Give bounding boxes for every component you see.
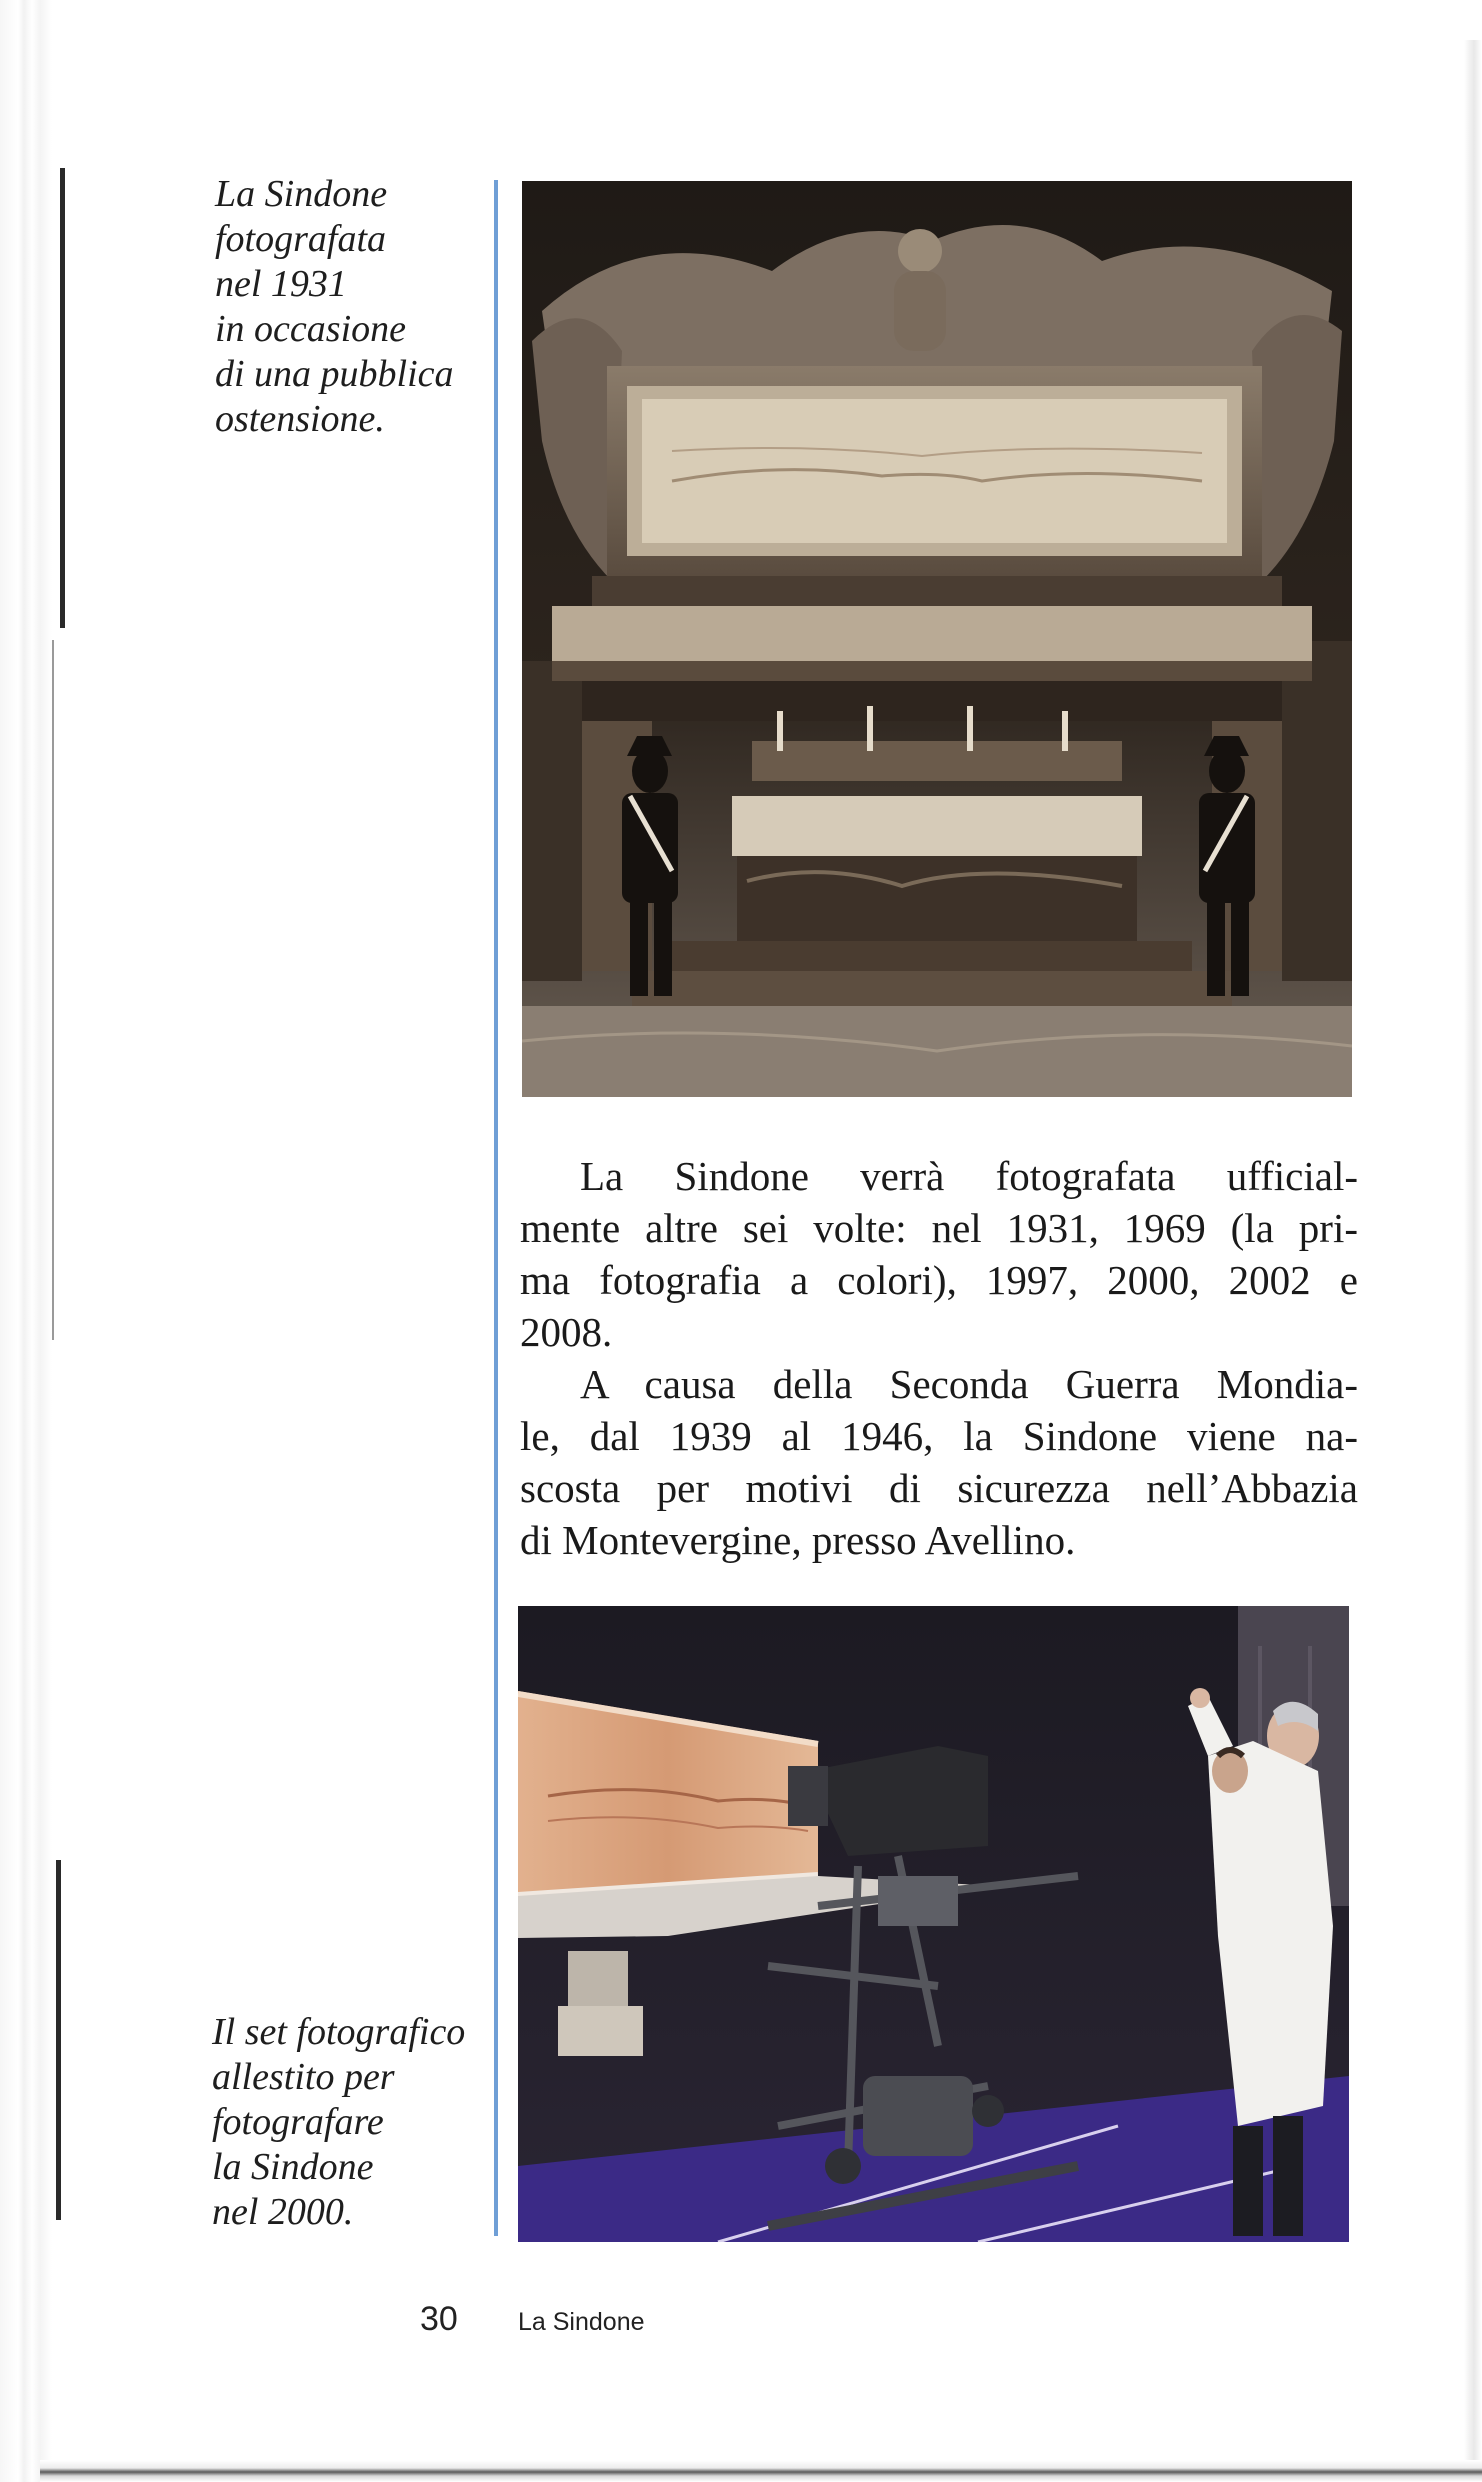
page-edge-line [52,640,54,1340]
page-right-edge [1464,40,1482,2482]
paragraph-1-line-2: mente altre sei volte: nel 1931, 1969 (la pri- [520,1205,1358,1251]
paragraph-2-line-1: A causa della Seconda Guerra Mondia- [580,1361,1358,1407]
paragraph-1-line-3: ma fotografia a colori), 1997, 2000, 2002 e [520,1257,1358,1303]
page-bottom-edge [40,2460,1482,2482]
caption-photo-1931: La Sindone fotografata nel 1931 in occasione di una pubblica ostensione. [215,173,454,440]
page-number: 30 [420,2300,458,2338]
running-title: La Sindone [518,2308,645,2336]
vertical-rule [494,180,498,2236]
paragraph-2-line-2: le, dal 1939 al 1946, la Sindone viene na- [520,1413,1358,1459]
paragraph-2 [520,1358,1358,1566]
photo-shroud-set-2000 [518,1606,1349,2242]
paragraph-2-line-4: di Montevergine, presso Avellino. [520,1517,1076,1563]
body-text [520,1150,1358,1566]
page-edge-line [60,168,65,628]
paragraph-1 [520,1150,1358,1358]
paragraph-1-line-4: 2008. [520,1309,613,1355]
paragraph-1-line-1: La Sindone verrà fotografata ufficial- [580,1153,1358,1199]
paragraph-2-line-3: scosta per motivi di sicurezza nell’Abbazia [520,1465,1358,1511]
page-edge-line [56,1860,61,2220]
caption-photo-2000: Il set fotografico allestito per fotografare la Sindone nel 2000. [212,2011,466,2233]
photo-shroud-set-2000-image [518,1606,1349,2242]
photo-shroud-1931 [522,181,1352,1097]
photo-shroud-1931-image [522,181,1352,1097]
